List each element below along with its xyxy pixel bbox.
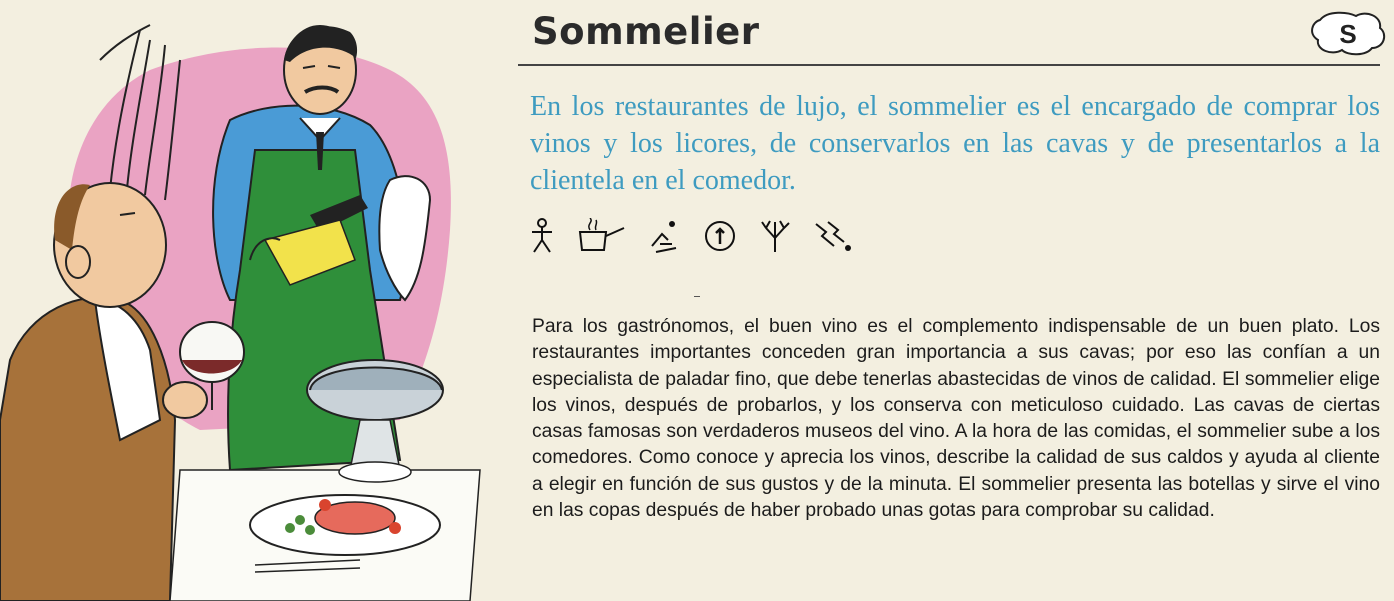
tree-icon <box>758 218 792 254</box>
worker-icon <box>648 218 682 254</box>
body-paragraph: Para los gastrónomos, el buen vino es el complemento indispensable de un buen plato. Los restaurantes importantes conceden gran importancia a sus cavas; por eso las confían a un especialista de paladar fino, que debe tenerlas abastecidas de vinos de calidad. El sommelier elige los vinos, después de probarlos, y los conserva con meticuloso cuidado. Las cavas de ciertas casas famosas son verdaderos museos del vino. A la hora de las comidas, el sommelier sube a los comedores. Como conoce y aprecia los vinos, describe la calidad de sus caldos y ayuda al cliente a elegir en función de sus gustos y de la minuta. El sommelier presenta las botellas y sirve el vino en las copas después de haber probado unas gotas para comprobar su calidad. <box>532 316 1380 522</box>
profile-icons <box>530 216 854 256</box>
cooking-pot-icon <box>576 218 626 254</box>
page-title: Sommelier <box>532 10 760 53</box>
lightning-icon <box>814 218 854 254</box>
sommelier-illustration <box>0 0 515 601</box>
print-speck <box>694 296 700 297</box>
intro-paragraph: En los restaurantes de lujo, el sommelier es el encargado de comprar los vinos y los licores, de conservarlos en las cavas y de presentarlos a la clientela en el comedor. <box>530 91 1380 196</box>
person-icon <box>530 218 554 254</box>
title-divider <box>518 64 1380 66</box>
category-badge-icon <box>1308 10 1388 58</box>
diner-jacket <box>0 298 175 601</box>
info-circle-icon <box>704 220 736 252</box>
badge-letter: S <box>1339 19 1357 49</box>
